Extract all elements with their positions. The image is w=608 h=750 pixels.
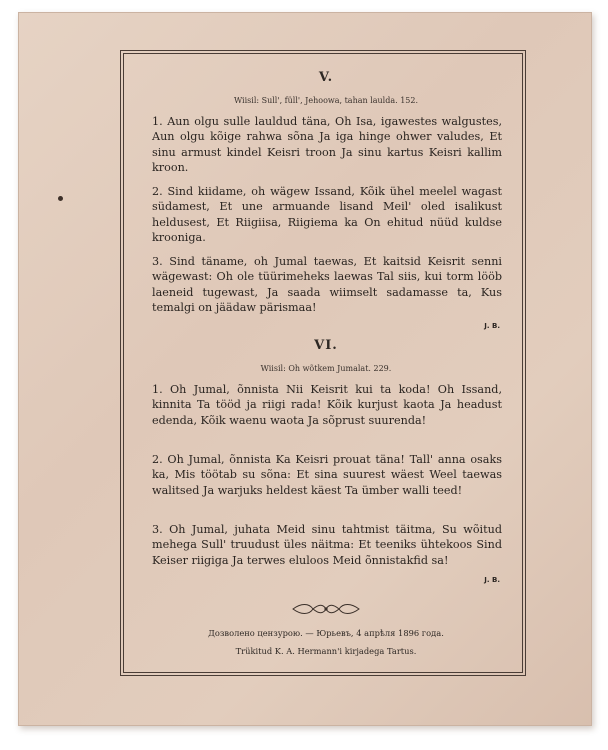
section-v-verse-3: 3. Sind täname, oh Jumal taewas, Et kaitsid Keisrit senni wägewast: Oh ole tüürimeheks laewas Tal siis, kui torm lööb laeneid tugewast, Ja saada wiimselt sadamasse ta, Kus temalgi on jäädaw pärismaa! <box>152 255 502 315</box>
paper-sheet <box>18 12 592 726</box>
section-vi-verse-3: 3. Oh Jumal, juhata Meid sinu tahtmist täitma, Su wõitud mehega Sull' truudust üles näitma: Et teeniks ühtekoos Sind Keiser riigiga Ja terwes eluloos Meid õnnistakfid sa! <box>152 523 502 567</box>
censor-line: Дозволено цензурою. — Юрьевъ, 4 апрѣля 1896 года. <box>208 628 444 638</box>
section-v-heading: V. <box>318 70 334 85</box>
section-v-tune: Wiisil: Sull', füll', Jehoowa, tahan laulda. 152. <box>233 96 419 105</box>
pin-hole <box>58 196 63 201</box>
section-v-initials: J. B. <box>484 322 500 330</box>
section-vi-verse-1: 1. Oh Jumal, õnnista Nii Keisrit kui ta koda! Oh Issand, kinnita Ta tööd ja riigi rada! Kõik kurjust kaota Ja headust edenda, Kõik waenu waota Ja sõprust suurenda! <box>152 383 502 427</box>
section-vi-initials: J. B. <box>484 576 500 584</box>
printer-line: Trükitud K. A. Hermann'i kirjadega Tartus. <box>235 646 417 656</box>
section-vi-verse-2: 2. Oh Jumal, õnnista Ka Keisri prouat täna! Tall' anna osaks ka, Mis töötab su sõna: Et sina suurest wäest Weel taewas walitsed Ja warjuks heldest käest Ta ümber walli teed! <box>152 453 502 497</box>
ornament-divider <box>291 602 361 616</box>
section-vi-heading: VI. <box>314 338 338 353</box>
section-v-verse-1: 1. Aun olgu sulle lauldud täna, Oh Isa, igawestes walgustes, Aun olgu kõige rahwa sõna Ja iga hinge ohwer valudes, Et sinu armust kindel Keisri troon Ja sinu kartus Keisri kallim kroon. <box>152 115 502 175</box>
section-vi-tune: Wiisil: Oh wõtkem Jumalat. 229. <box>260 364 392 373</box>
section-v-verse-2: 2. Sind kiidame, oh wägew Issand, Kõik ühel meelel wagast südamest, Et une armuande lisand Meil' oled isalikust heldusest, Et Riigiisa, Riigiema ka On ehitud nüüd kuldse krooniga. <box>152 185 502 245</box>
